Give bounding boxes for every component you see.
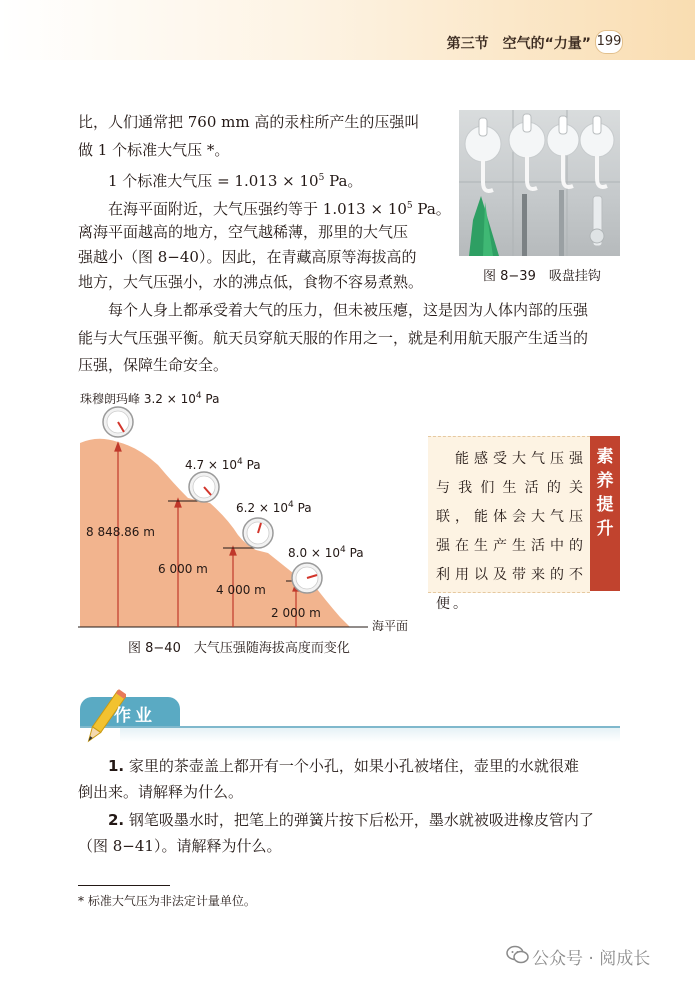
body-line-1: 比，人们通常把 760 mm 高的汞柱所产生的压强叫 <box>78 113 420 131</box>
gauge-label-2000-prefix: 8.0 × 10 <box>288 546 341 560</box>
footnote: * 标准大气压为非法定计量单位。 <box>78 894 256 908</box>
gauge-label-2000 <box>288 545 364 560</box>
homework-rule <box>80 726 620 728</box>
p3-line-2: 离海平面越高的地方，空气越稀薄，那里的大气压 <box>78 223 409 241</box>
question-1-text: 家里的茶壶盖上都开有一个小孔，如果小孔被堵住，壶里的水就很难 <box>124 757 579 775</box>
gauge-label-2000-exp: 4 <box>340 545 346 555</box>
gauge-label-4000-suffix: Pa <box>293 501 312 515</box>
gauge-6000 <box>189 472 219 502</box>
section-title: 第三节 空气的“力量” <box>446 36 591 52</box>
peak-label-exp: 4 <box>195 391 202 401</box>
literacy-box <box>428 436 590 612</box>
height-label-2000: 2 000 m <box>271 606 321 620</box>
p4-line-2: 能与大气压强平衡。航天员穿航天服的作用之一，就是利用航天服产生适当的 <box>78 329 589 347</box>
peak-label-suffix: Pa <box>201 392 220 406</box>
question-2-line-1 <box>108 806 594 834</box>
gauge-label-2000-suffix: Pa <box>345 546 364 560</box>
gauge-label-4000-exp: 4 <box>288 500 294 510</box>
watermark: 公众号 · 阅成长 <box>532 949 651 969</box>
gauge-label-6000-prefix: 4.7 × 10 <box>185 458 238 472</box>
p4-line-1: 每个人身上都承受着大气的压力，但未被压瘪，这是因为人体内部的压强 <box>108 301 589 319</box>
body-line-2: 做 1 个标准大气压 *。 <box>78 141 230 159</box>
page-number: 199 <box>595 30 623 54</box>
height-label-6000: 6 000 m <box>158 562 208 576</box>
literacy-text: 能感受大气压强与我们生活的关联，能体会大气压强在生产生活中的利用以及带来的不便。 <box>436 451 586 612</box>
altitude-diagram <box>78 395 418 635</box>
height-label-8848: 8 848.86 m <box>86 525 155 539</box>
gauge-label-4000 <box>236 500 312 515</box>
literacy-tab <box>590 436 620 591</box>
formula-suffix: Pa。 <box>324 172 363 190</box>
height-label-4000: 4 000 m <box>216 583 266 597</box>
literacy-tab-char-4: 升 <box>596 519 614 539</box>
gauge-4000 <box>243 518 273 548</box>
p4-line-3: 压强，保障生命安全。 <box>78 356 229 374</box>
question-1-line-2: 倒出来。请解释为什么。 <box>78 783 244 801</box>
p3-line-1-suffix: Pa。 <box>412 200 451 218</box>
p3-line-1-exp: 5 <box>406 201 413 211</box>
gauge-2000 <box>292 563 322 593</box>
homework-band <box>120 728 620 742</box>
p3-line-1-prefix: 在海平面附近，大气压强约等于 1.013 × 10 <box>108 200 407 218</box>
literacy-tab-char-1: 素 <box>596 447 614 467</box>
diagram-caption: 图 8−40 大气压强随海拔高度而变化 <box>128 641 350 656</box>
question-2-text: 钢笔吸墨水时，把笔上的弹簧片按下后松开，墨水就被吸进橡皮管内了 <box>124 811 594 829</box>
gauge-label-6000-suffix: Pa <box>242 458 261 472</box>
formula-exp: 5 <box>318 173 325 183</box>
question-2-line-2: （图 8−41）。请解释为什么。 <box>78 837 282 855</box>
gauge-label-6000 <box>185 457 261 472</box>
footnote-rule <box>78 885 170 886</box>
formula-line <box>108 164 362 195</box>
formula-prefix: 1 个标准大气压 = 1.013 × 10 <box>108 172 319 190</box>
p3-line-3: 强越小（图 8−40）。因此，在青藏高原等海拔高的 <box>78 248 417 266</box>
photo-caption: 图 8−39 吸盘挂钩 <box>483 269 601 284</box>
gauge-peak <box>103 407 133 437</box>
gauge-label-6000-exp: 4 <box>237 457 243 467</box>
p3-line-4: 地方，大气压强小，水的沸点低，食物不容易煮熟。 <box>78 273 424 291</box>
question-2-number: 2. <box>108 811 125 829</box>
literacy-tab-char-3: 提 <box>596 495 614 515</box>
peak-label-prefix: 珠穆朗玛峰 3.2 × 10 <box>80 392 196 406</box>
wechat-icon <box>506 944 530 966</box>
sea-level-label: 海平面 <box>372 619 409 633</box>
homework-label: 作业 <box>114 706 156 726</box>
suction-hook-photo <box>459 110 620 256</box>
question-1-number: 1. <box>108 757 125 775</box>
question-1-line-1 <box>108 752 579 780</box>
gauge-label-4000-prefix: 6.2 × 10 <box>236 501 289 515</box>
literacy-tab-char-2: 养 <box>596 471 614 491</box>
